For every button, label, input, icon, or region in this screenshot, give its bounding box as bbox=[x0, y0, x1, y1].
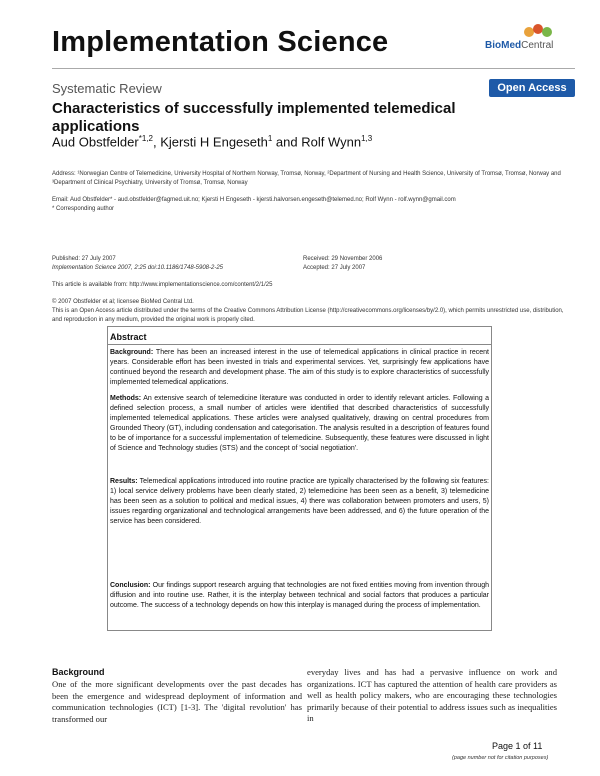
abstract-text: Telemedical applications introduced into routine practice are typically characterised by the following six features: 1) local service delivery problems have been clearly stated, 2) telemedicine has been seen as a benefit, 3) telemedicine has been seen as a solution to political and medical issues, 4) there was collaboration between promoters and users, 5) issues regarding organizational and technological arrangements have been addressed, and 6) the future operation of the service has been considered. bbox=[110, 478, 489, 525]
copyright: © 2007 Obstfelder et al; licensee BioMed Central Ltd. bbox=[52, 299, 194, 305]
publisher-name-part2: Central bbox=[521, 40, 554, 51]
author-affiliation: *1,2 bbox=[138, 134, 153, 143]
abstract-label: Results: bbox=[110, 478, 138, 485]
author-affiliation: 1 bbox=[267, 134, 273, 143]
article-url[interactable]: This article is available from: http://www.implementationscience.com/content/2/1/25 bbox=[52, 282, 273, 288]
page-note: (page number not for citation purposes) bbox=[452, 755, 549, 761]
abstract-text: There has been an increased interest in the use of telemedical applications in clinical practice in recent years. Considerable effort has been invested in trials and experimental services. Yet, surprisingly few applications have continued beyond the research and development phase. The aim of this study is to explore characteristics of successfully implemented telemedical applications. bbox=[110, 349, 489, 386]
accepted-date: Accepted: 27 July 2007 bbox=[303, 265, 366, 271]
citation: Implementation Science 2007, 2:25 doi:10.1186/1748-5908-2-25 bbox=[52, 265, 224, 271]
abstract-text: An extensive search of telemedicine literature was conducted in order to identify relevant articles. Following a defined selection process, a small number of articles were identified that described characteristics of successfully implemented telemedical applications. These articles were analysed qualitatively, drawing on central procedures from Grounded Theory (GT), including condensation and categorisation. The analysis resulted in a description of features found to be of importance for a successful implementation of telemedicine. Subsequently, these features were discussed in light of Science and Technology studies (STS) and the concept of 'social negotiation'. bbox=[110, 395, 489, 452]
background-heading: Background bbox=[52, 667, 105, 677]
publication-meta-right bbox=[303, 255, 553, 273]
abstract-background bbox=[110, 348, 489, 388]
open-access-badge[interactable]: Open Access bbox=[489, 79, 575, 97]
header-divider bbox=[52, 68, 575, 69]
license: This is an Open Access article distributed under the terms of the Creative Commons Attribution License (http://creativecommons.org/licenses/by/2.0), which permits unrestricted use, distribution, and reproduction in any medium, provided the original work is properly cited. bbox=[52, 308, 564, 323]
page-number: Page 1 of 11 bbox=[492, 741, 543, 751]
publication-meta-left bbox=[52, 255, 312, 273]
author-affiliation: 1,3 bbox=[361, 134, 373, 143]
received-date: Received: 29 November 2006 bbox=[303, 256, 383, 262]
abstract-label: Conclusion: bbox=[110, 582, 151, 589]
author-list bbox=[52, 134, 372, 149]
abstract-label: Background: bbox=[110, 349, 154, 356]
emails bbox=[52, 196, 572, 214]
body-right-column: everyday lives and has had a pervasive influence on work and organizations. ICT has captured the attention of health care providers as well as health policy makers, who are encouraging these technologies primarily because of their potential to address issues such as inequalities in bbox=[307, 667, 557, 724]
abstract-methods bbox=[110, 394, 489, 454]
article-title: Characteristics of successfully implemented telemedical applications bbox=[52, 100, 456, 135]
abstract-label: Methods: bbox=[110, 395, 142, 402]
abstract-results bbox=[110, 477, 489, 527]
abstract-heading: Abstract bbox=[110, 332, 147, 342]
email-list: Email: Aud Obstfelder* - aud.obstfelder@fagmed.uit.no; Kjersti H Engeseth - kjersti.halvorsen.engeseth@telemed.no; Rolf Wynn - rolf.wynn@gmail.com bbox=[52, 197, 456, 203]
abstract-divider bbox=[108, 344, 491, 345]
published-date: Published: 27 July 2007 bbox=[52, 256, 116, 262]
author-name: Aud Obstfelder bbox=[52, 134, 139, 150]
section-type: Systematic Review bbox=[52, 81, 162, 96]
journal-title: Implementation Science bbox=[52, 26, 389, 58]
corresponding-author: * Corresponding author bbox=[52, 206, 115, 212]
publisher-name-part1: BioMed bbox=[485, 40, 522, 51]
publisher-logo-text bbox=[485, 40, 553, 51]
author-separator: and bbox=[272, 134, 302, 150]
author-name: Kjersti H Engeseth bbox=[160, 134, 268, 150]
abstract-text: Our findings support research arguing that technologies are not fixed entities moving from invention through diffusion and into routine use. Rather, it is the interplay between technical and social factors that produces a particular outcome. The success of a technology depends on how this interplay is managed during the process of implementation. bbox=[110, 582, 489, 609]
address: Address: ¹Norwegian Centre of Telemedicine, University Hospital of Northern Norway, Tromsø, Norway, ²Department of Nursing and Health Science, University of Tromsø, Tromsø, Norway and ³Department of Clinical Psychiatry, University of Tromsø, Tromsø, Norway bbox=[52, 171, 561, 186]
abstract-conclusion bbox=[110, 581, 489, 611]
body-left-column: One of the more significant developments over the past decades has been the emergence and widespread deployment of information and communication technologies (ICT) [1-3]. The 'digital revolution' has transformed our bbox=[52, 679, 302, 724]
author-name: Rolf Wynn bbox=[301, 134, 362, 150]
author-separator: , bbox=[152, 134, 161, 150]
